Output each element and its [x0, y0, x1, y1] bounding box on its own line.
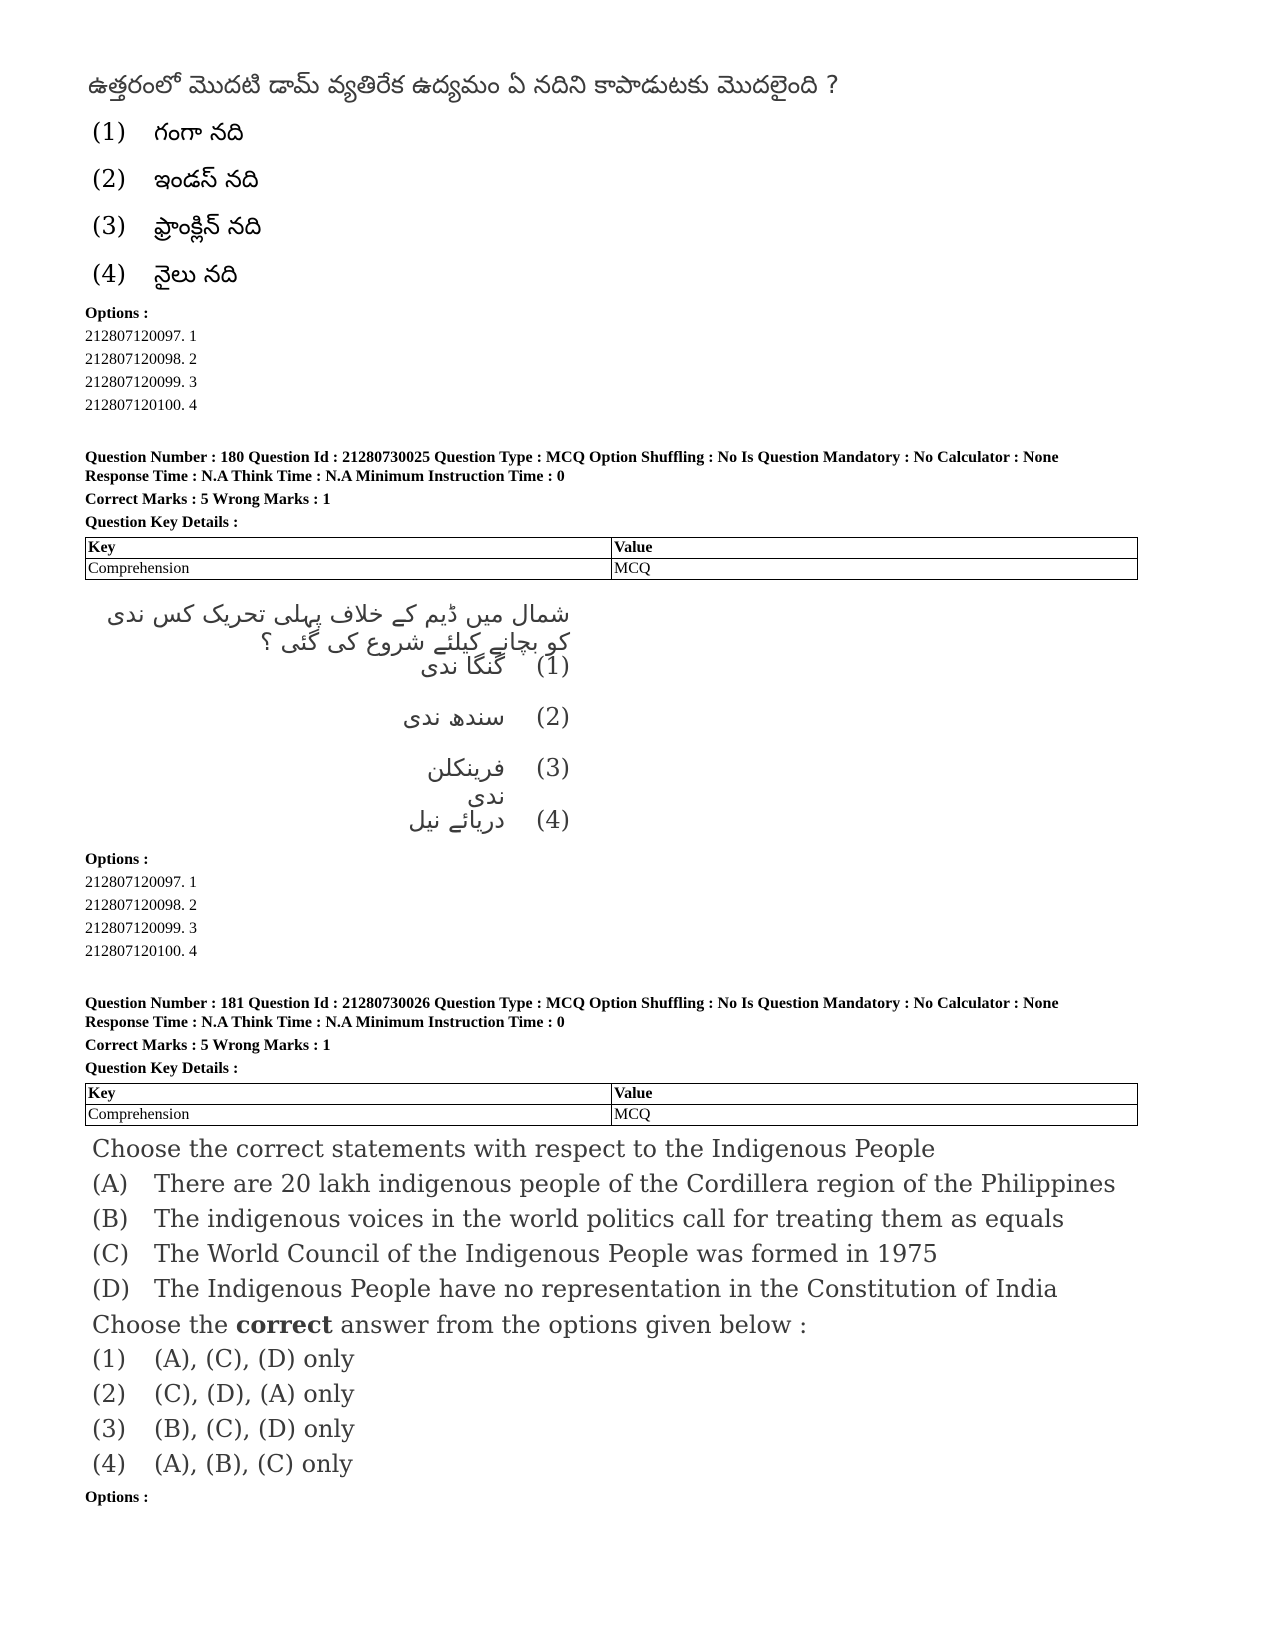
option-id: 212807120098. 2	[85, 351, 197, 368]
value-cell: MCQ	[612, 1105, 1138, 1126]
q180-question-text: شمال میں ڈیم کے خلاف پہلی تحریک کس ندی کو بچانے کیلئے شروع کی گئی ؟	[106, 600, 570, 656]
choice-text: (A), (C), (D) only	[154, 1345, 355, 1373]
instruction-post: answer from the options given below :	[332, 1311, 808, 1339]
key-cell: Comprehension	[86, 559, 612, 580]
option-id: 212807120097. 1	[85, 328, 197, 345]
q181-choice-1	[92, 1345, 354, 1373]
q181-choice-2	[92, 1380, 354, 1408]
option-id: 212807120100. 4	[85, 943, 197, 960]
q180-meta-line-1: Question Number : 180 Question Id : 21280730025 Question Type : MCQ Option Shuffling : No Is Question Mandatory : No Calculator : None	[85, 449, 1059, 466]
statement-letter: (C)	[92, 1240, 130, 1268]
q181-instruction	[92, 1310, 807, 1339]
options-label: Options :	[85, 305, 149, 322]
choice-text: ఫ్రాంక్లిన్ నది	[154, 212, 262, 240]
option-id: 212807120100. 4	[85, 397, 197, 414]
q181-choice-4	[92, 1450, 353, 1478]
choice-number: (1)	[92, 118, 126, 146]
key-header: Key	[86, 538, 612, 559]
key-cell: Comprehension	[86, 1105, 612, 1126]
q181-statement-a	[92, 1170, 1116, 1198]
q181-statement-b	[92, 1205, 1064, 1233]
choice-text: گنگا ندی	[420, 652, 505, 680]
q180-key-details-label: Question Key Details :	[85, 514, 239, 531]
option-id: 212807120099. 3	[85, 374, 197, 391]
choice-number: (3)	[92, 212, 126, 240]
statement-letter: (D)	[92, 1275, 130, 1303]
option-id: 212807120097. 1	[85, 874, 197, 891]
choice-number: (4)	[92, 260, 126, 288]
options-label: Options :	[85, 851, 149, 868]
value-cell: MCQ	[612, 559, 1138, 580]
statement-text: The Indigenous People have no representation in the Constitution of India	[154, 1275, 1058, 1303]
q179-question-text: ఉత్తరంలో మొదటి డామ్ వ్యతిరేక ఉద్యమం ఏ నదిని కాపాడుటకు మొదలైంది ?	[88, 70, 840, 99]
option-id: 212807120098. 2	[85, 897, 197, 914]
choice-text: (B), (C), (D) only	[154, 1415, 355, 1443]
key-header: Key	[86, 1084, 612, 1105]
q179-choice-3	[92, 212, 261, 246]
choice-text: (A), (B), (C) only	[154, 1450, 353, 1478]
choice-number: (3)	[536, 754, 570, 782]
choice-text: నైలు నది	[154, 260, 238, 288]
instruction-pre: Choose the	[92, 1311, 236, 1339]
q179-choice-1	[92, 118, 244, 152]
choice-number: (4)	[536, 806, 570, 834]
statement-letter: (B)	[92, 1205, 129, 1233]
q181-meta-line-2: Response Time : N.A Think Time : N.A Minimum Instruction Time : 0	[85, 1014, 565, 1031]
q180-key-table	[85, 537, 1138, 580]
q181-key-details-label: Question Key Details :	[85, 1060, 239, 1077]
option-id: 212807120099. 3	[85, 920, 197, 937]
choice-number: (3)	[92, 1415, 126, 1443]
statement-text: The World Council of the Indigenous People was formed in 1975	[154, 1240, 938, 1268]
choice-number: (1)	[536, 652, 570, 680]
choice-text: గంగా నది	[154, 118, 244, 146]
choice-text: ఇండస్ నది	[154, 165, 259, 193]
q179-choice-4	[92, 260, 238, 294]
choice-text: (C), (D), (A) only	[154, 1380, 355, 1408]
q181-marks: Correct Marks : 5 Wrong Marks : 1	[85, 1037, 331, 1054]
options-label: Options :	[85, 1489, 149, 1506]
choice-number: (1)	[92, 1345, 126, 1373]
choice-number: (2)	[92, 165, 126, 193]
q181-meta-line-1: Question Number : 181 Question Id : 21280730026 Question Type : MCQ Option Shuffling : No Is Question Mandatory : No Calculator : None	[85, 995, 1059, 1012]
choice-number: (4)	[92, 1450, 126, 1478]
q181-statement-d	[92, 1275, 1058, 1303]
q180-meta-line-2: Response Time : N.A Think Time : N.A Minimum Instruction Time : 0	[85, 468, 565, 485]
choice-text: دریائے نیل	[408, 806, 505, 834]
choice-text: سندھ ندی	[402, 703, 505, 731]
value-header: Value	[612, 538, 1138, 559]
q181-key-table	[85, 1083, 1138, 1126]
value-header: Value	[612, 1084, 1138, 1105]
choice-number: (2)	[536, 703, 570, 731]
instruction-bold: correct	[235, 1310, 333, 1339]
q179-choice-2	[92, 165, 259, 199]
q180-marks: Correct Marks : 5 Wrong Marks : 1	[85, 491, 331, 508]
choice-number: (2)	[92, 1380, 126, 1408]
statement-text: The indigenous voices in the world politics call for treating them as equals	[154, 1205, 1065, 1233]
q181-statement-c	[92, 1240, 938, 1268]
statement-letter: (A)	[92, 1170, 129, 1198]
q181-question-text: Choose the correct statements with respect to the Indigenous People	[92, 1135, 936, 1163]
statement-text: There are 20 lakh indigenous people of the Cordillera region of the Philippines	[154, 1170, 1116, 1198]
q181-choice-3	[92, 1415, 355, 1443]
choice-text: فرینکلن ندی	[426, 754, 505, 810]
